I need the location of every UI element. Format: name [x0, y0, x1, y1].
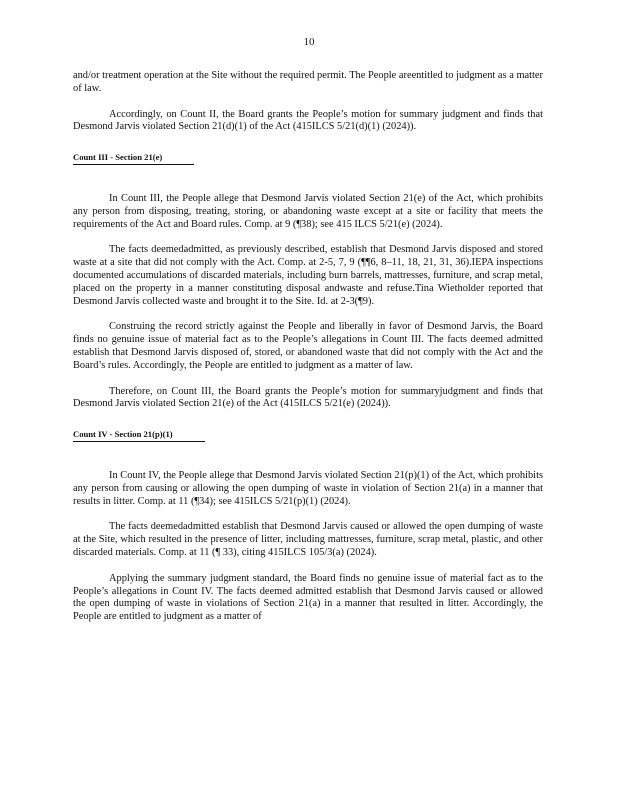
- paragraph: and/or treatment operation at the Site without the required permit. The People areentitled to judgment as a matter of law.: [73, 70, 543, 94]
- section-heading-count-3: Count III - Section 21(e): [73, 151, 194, 165]
- document-body: [73, 70, 543, 637]
- paragraph: In Count IV, the People allege that Desmond Jarvis violated Section 21(p)(1) of the Act, which prohibits any person from causing or allowing the open dumping of waste in violation of Section 21(a) in a manner that results in litter. Comp. at 11 (¶34); see 415ILCS 5/21(p)(1) (2024).: [73, 469, 543, 507]
- section-heading-count-4: Count IV - Section 21(p)(1): [73, 428, 205, 442]
- paragraph: Construing the record strictly against the People and liberally in favor of Desmond Jarvis, the Board finds no genuine issue of material fact as to the People’s allegations in Count III. The facts deemed admitted establish that Desmond Jarvis disposed of, stored, or abandoned waste that did not comply with the Act and the Board’s rules. Accordingly, the People are entitled to judgment as a matter of law.: [73, 321, 543, 371]
- paragraph: Accordingly, on Count II, the Board grants the People’s motion for summary judgment and finds that Desmond Jarvis violated Section 21(d)(1) of the Act (415ILCS 5/21(d)(1) (2024)).: [73, 108, 543, 133]
- paragraph: Applying the summary judgment standard, the Board finds no genuine issue of material fact as to the People’s allegations in Count IV. The facts deemed admitted establish that Desmond Jarvis caused or allowed the open dumping of waste in violations of Section 21(a) in a manner that resulted in litter. Accordingly, the People are entitled to judgment as a matter of: [73, 572, 543, 623]
- page-number: 10: [303, 36, 315, 48]
- paragraph: Therefore, on Count III, the Board grants the People’s motion for summaryjudgment and finds that Desmond Jarvis violated Section 21(e) of the Act (415ILCS 5/21(e) (2024)).: [73, 385, 543, 410]
- section-heading-wrap: [73, 424, 543, 456]
- section-heading-wrap: [73, 147, 543, 179]
- paragraph: The facts deemedadmitted, as previously described, establish that Desmond Jarvis disposed and stored waste at a site that did not comply with the Act. Comp. at 2-5, 7, 9 (¶¶6, 8–11, 18, 21, 31, 36).IEPA inspections documented accumulations of discarded materials, including burn barrels, mattresses, furniture, and scrap metal, placed on the property in a manner constituting disposal andwaste and refuse.Tina Wietholder reported that Desmond Jarvis collected waste and brought it to the Site. Id. at 2-3(¶9).: [73, 244, 543, 307]
- paragraph: In Count III, the People allege that Desmond Jarvis violated Section 21(e) of the Act, which prohibits any person from disposing, treating, storing, or abandoning waste except at a site or facility that meets the requirements of the Act and Board rules. Comp. at 9 (¶38); see 415 ILCS 5/21(e) (2024).: [73, 192, 543, 230]
- paragraph: The facts deemedadmitted establish that Desmond Jarvis caused or allowed the open dumping of waste at the Site, which resulted in the presence of litter, including mattresses, furniture, scrap metal, plastic, and other discarded materials. Comp. at 11 (¶ 33), citing 415ILCS 105/3(a) (2024).: [73, 521, 543, 558]
